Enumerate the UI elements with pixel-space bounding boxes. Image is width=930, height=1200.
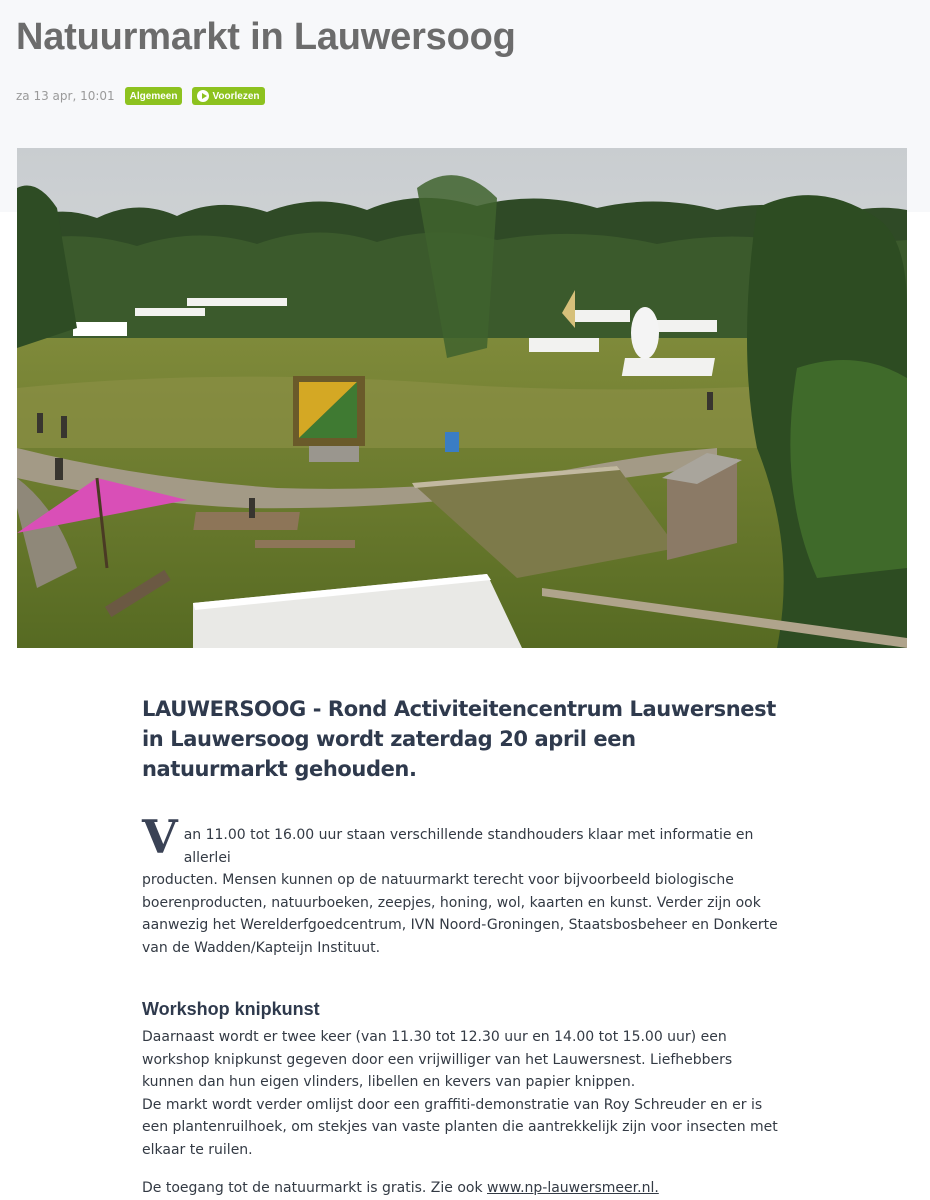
article-paragraph: Daarnaast wordt er twee keer (van 11.30 tot 12.30 uur en 14.00 tot 15.00 uur) een workshop knipkunst gegeven door een vrijwilliger van het Lauwersnest. Liefhebbers kunnen dan hun eigen vlinders, libellen en kevers van papier knippen.: [142, 1029, 733, 1090]
read-aloud-button[interactable]: [192, 87, 264, 105]
article-meta: [16, 86, 275, 106]
drop-cap: V: [142, 810, 178, 864]
paragraph-first-line: an 11.00 tot 16.00 uur staan verschillende standhouders klaar met informatie en allerlei: [183, 827, 754, 866]
article-paragraph: [142, 810, 782, 959]
article-hero-image: [17, 148, 907, 648]
category-badge[interactable]: [125, 87, 183, 105]
read-aloud-label: Voorlezen: [212, 90, 260, 102]
paragraph-rest: producten. Mensen kunnen op de natuurmarkt terecht voor bijvoorbeeld biologische boerenproducten, natuurboeken, zeepjes, honing, wol, kaarten en kunst. Verder zijn ook aanwezig het Werelderfgoedcentrum, IVN Noord-Groningen, Staatsbosbeheer en Donkerte van de Wadden/Kapteijn Instituut.: [142, 872, 778, 956]
publish-date: za 13 apr, 10:01: [16, 89, 115, 103]
section-heading: Workshop knipkunst: [142, 999, 320, 1019]
article-paragraph: [142, 1177, 782, 1200]
article-lead: LAUWERSOOG - Rond Activiteitencentrum Lauwersnest in Lauwersoog wordt zaterdag 20 april een natuurmarkt gehouden.: [142, 697, 776, 781]
category-badge-label: Algemeen: [129, 90, 178, 102]
page-title: Natuurmarkt in Lauwersoog: [16, 16, 516, 58]
play-circle-icon: [197, 90, 209, 102]
external-link[interactable]: www.np-lauwersmeer.nl.: [487, 1180, 659, 1196]
article-body: [142, 694, 782, 1200]
article-paragraph: De markt wordt verder omlijst door een graffiti-demonstratie van Roy Schreuder en er is een plantenruilhoek, om stekjes van vaste planten die aantrekkelijk zijn voor insecten met elkaar te ruilen.: [142, 1096, 778, 1158]
closing-text: De toegang tot de natuurmarkt is gratis. Zie ook: [142, 1180, 488, 1196]
